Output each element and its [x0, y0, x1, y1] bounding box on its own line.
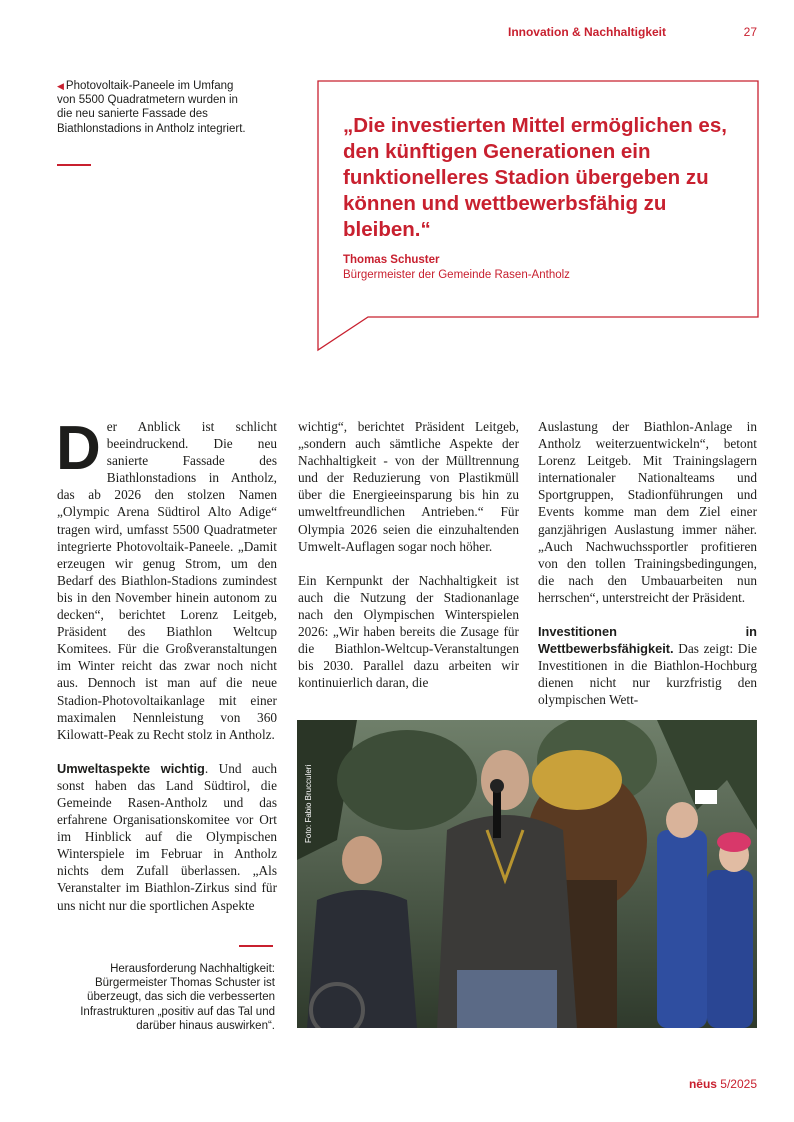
article-column-2 [298, 418, 519, 691]
magazine-brand: nēus [688, 1077, 717, 1091]
drop-cap: D [56, 414, 101, 483]
paragraph: Ein Kernpunkt der Nachhaltigkeit ist auch die Nutzung der Stadionanlage nach den Olympischen Winterspielen 2026: „Wir haben bereits die Zusage für die Biathlon-Weltcup-Veranstaltungen bis 2030. Parallel dazu arbeiten wir kontinuierlich daran, die [298, 572, 519, 691]
paragraph-text: . Und auch sonst haben das Land Südtirol, die Gemeinde Rasen-Antholz und das erfahrene Organisationskomitee vor Ort im Hinblick auf die Olympischen Winterspiele im Februar in Antholz nichts dem Zufall überlassen. „Als Veranstalter im Biathlon-Zirkus sind für uns nicht nur die sportlichen Aspekte [57, 760, 277, 913]
photo-caption-bottom: Herausforderung Nachhaltigkeit: Bürgermeister Thomas Schuster ist überzeugt, das sich die verbesserten Infrastrukturen „positiv auf das Tal und darüber hinaus auswirken“. [80, 963, 275, 1032]
paragraph [538, 623, 757, 708]
issue-number: 5/2025 [720, 1077, 757, 1091]
event-photo [297, 720, 757, 1028]
caret-left-icon: ◀ [57, 81, 64, 91]
article-column-1 [56, 414, 277, 914]
article-column-3 [538, 418, 757, 709]
footer [600, 1077, 757, 1091]
paragraph: Auslastung der Biathlon-Anlage in Antholz weiterzuentwickeln“, betont Lorenz Leitgeb. Mit Trainingslagern internationaler Nationalteams und Sportgruppen, Stadionführungen und Events komme man dem Ziel einer ganzjährigen Auslastung immer näher. „Auch Nachwuchssportler profitieren von den tollen Trainingsbedingungen, die nach den Umbauarbeiten nun herrschen“, unterstreicht der Präsident. [538, 419, 757, 605]
page-number: 27 [743, 25, 757, 39]
pull-quote: „Die investierten Mittel ermöglichen es, den künftigen Generationen ein funktionelleres Stadion übergeben zu können und wettbewerbsfähig zu bleiben.“ [343, 114, 727, 241]
subheading: Investitionen in Wettbewerbsfähigkeit. [538, 624, 757, 657]
paragraph-text: Das zeigt: Die Investitionen in die Biathlon-Hochburg dienen nicht nur kurzfristig den olympischen Wett- [538, 641, 757, 708]
quote-author-role: Bürgermeister der Gemeinde Rasen-Antholz [343, 269, 570, 281]
section-title: Innovation & Nachhaltigkeit [507, 25, 666, 39]
caption-top-text: Photovoltaik-Paneele im Umfang von 5500 Quadratmetern wurden in die neu sanierte Fassade des Biathlonstadions in Antholz integriert. [57, 80, 246, 135]
quote-author: Thomas Schuster [343, 254, 440, 266]
paragraph [56, 414, 277, 743]
subheading: Umweltaspekte wichtig [57, 760, 205, 776]
paragraph-text: er Anblick ist schlicht beeindruckend. Die neu sanierte Fassade des Biathlonstadions in Antholz, das ab 2026 den stolzen Namen „Olympic Arena Südtirol Alto Adige“ tragen wird, umfasst 5500 Quadratmeter integrierte Photovoltaik-Paneele. „Damit erzeugen wir genug Strom, um den Bedarf des Biathlon-Stadions zumindest bis in den November hinein autonom zu decken“, berichtet Lorenz Leitgeb, Präsident des Biathlon Weltcup Komitees. Für die Großveranstaltungen im Winter reicht das zwar noch nicht aus. Dennoch ist man auf die neue Stadion-Photovoltaikanlage mit einer maximalen Nennleistung von 360 Kilowatt-Peak zu Recht stolz in Antholz. [57, 419, 277, 742]
paragraph: wichtig“, berichtet Präsident Leitgeb, „sondern auch sämtliche Aspekte der Nachhaltigkeit - von der Mülltrennung und der Reduzierung von Plastikmüll über die Energieeinsparung bis hin zu umweltfreundlichen Antrieben.“ Für Olympia 2026 seien die einzuhaltenden Umwelt-Auflagen sogar noch höher. [298, 419, 519, 554]
paragraph [57, 760, 277, 914]
caption-rule-bottom [239, 945, 273, 947]
photo-credit: Foto: Fabio Brucculeri [304, 764, 313, 843]
